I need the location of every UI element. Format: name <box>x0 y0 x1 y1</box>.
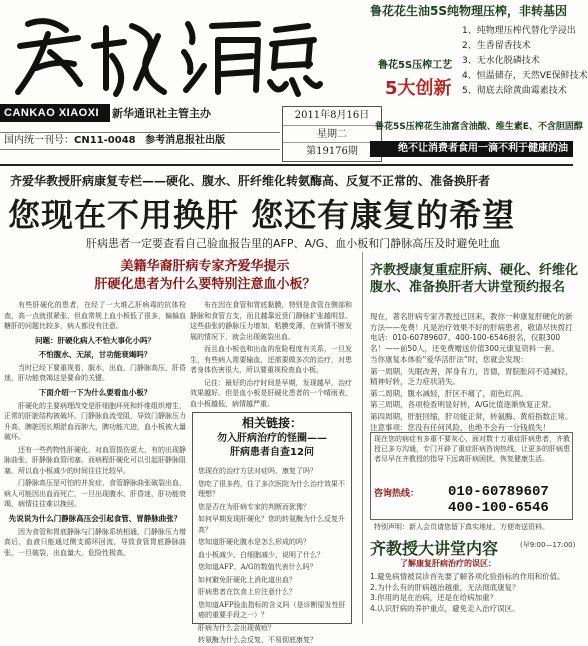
hotline-lead: 现在您的病症有多重不要灰心，面对数十万重症肝病患者，齐教授已多方沟通，专门开辟了重症肝病咨询热线，让更多的肝病患者尽早在齐教授的指导下远离肝病困扰，恢复健康生活。 <box>374 435 570 463</box>
ad-title: 鲁花花生油5S纯物理压榨，非转基因 <box>370 4 567 18</box>
phone-number-2: 400-100-6546 <box>448 500 549 516</box>
ad-band <box>370 141 573 157</box>
paragraph: 第一周期，失眠改善，浑身有力，肯德，胃脘胀闷不适减轻，精神好转，乏力症状消失。 <box>370 366 573 386</box>
issn-label: 国内统一刊号： <box>4 135 74 146</box>
ad-left-label: 鲁花5S压榨工艺 <box>378 60 453 71</box>
printer-name: 参考消息报社出版 <box>145 135 226 146</box>
article-deck: 肝病患者一定要查看自己验血报告里的AFP、A/G、血小板和门静脉高压及时避免吐血 <box>86 237 501 250</box>
paragraph: 记住：最好的治疗时间是早期，发现越早，治疗效果越好。但是血小板是肝硬化患者的一个晴雨表，血小板越低，病情越严重。 <box>190 378 352 408</box>
paragraph: 还有一些药物性肝硬化，对血管损伤更大，有的出现静脉曲张，肝静脉血管闭塞，而病程肝硬化可以引起肝静脉阻塞，所以血小板减少的时间往往比较早。 <box>4 445 186 475</box>
question-heading: 不怕腹水、无尿，甘功能衰竭吗？ <box>38 349 152 359</box>
column-divider <box>362 252 363 624</box>
list-item: 4.认识肝病的养护重点，避免走入治疗误区。 <box>370 603 520 613</box>
article-headline: 您现在不用换肝 您还有康复的希望 <box>8 196 516 234</box>
subhead-line: 美籍华裔肝病专家齐爱华提示 <box>120 259 290 274</box>
related-links-subtitle <box>192 432 352 460</box>
issn-line <box>0 132 280 150</box>
masthead <box>0 0 588 165</box>
ad-list <box>462 24 588 99</box>
masthead-publisher: 新华通讯社主管主办 <box>112 107 211 120</box>
list-item: 血小板减少、白细胞减少，说明了什么？ <box>198 550 324 559</box>
list-item: 您知道肝硬化腹水是怎么形成的吗？ <box>198 538 310 546</box>
newspaper-logo <box>8 6 328 102</box>
paragraph: 而且血小板也和出血的危险程度有关系，一旦发生，有些病人需要输血，还需要做多次的治疗，对患者身体伤害很大，所以要重视检查血小板。 <box>190 345 352 374</box>
hotline-label: 咨询热线： <box>374 489 420 499</box>
article-column-1 <box>4 300 186 624</box>
list-item: 如何避免肝硬化上消化道出血？ <box>198 575 296 584</box>
ad-list-item: 5、彻底去除黄曲霉素技术 <box>462 86 567 96</box>
list-item: 2.为什么有的肝病越治越重，无法彻底康复？ <box>370 582 520 592</box>
list-item: 转氨酶为什么会反复，不易彻底康复？ <box>198 636 317 644</box>
right-column-title <box>370 262 579 296</box>
phone-number-1: 010-60789607 <box>448 484 549 500</box>
paragraph: 第二周期，腹水减轻，肝区不痛了，面色红润。 <box>370 388 528 398</box>
masthead-pinyin: CANKAO XIAOXI <box>0 104 110 122</box>
hotline-note: 特别声明：新人会员请您留下真实地址，方便寄送资料。 <box>374 523 549 531</box>
related-links-list <box>198 466 348 644</box>
related-links-title: 相关链接： <box>241 416 302 430</box>
paragraph: 因为食管和胃底静脉与门静脉系统相通，门静脉压力增高后，血液只能通过侧支循环回流，导致食管胃底静脉曲张，一旦破裂，出血量大，危险性极高。 <box>4 527 186 557</box>
list-item: 如何早期发现肝硬化？您的转氨酶为什么反复升高？ <box>198 515 345 534</box>
list-item: 您知道AFP、A/G的数值代表什么吗？ <box>198 563 317 571</box>
article-kicker: 齐爱华教授肝病康复专栏——硬化、腹水、肝纤维化转氨酶高、反复不正常的、准备换肝者 <box>10 174 491 188</box>
list-item: 您吃了很多药，住了多次医院为什么治疗效果不理想？ <box>198 479 345 498</box>
title-line: 齐教授康复重症肝病、硬化、纤维化 <box>370 263 579 278</box>
article-column-2 <box>190 300 352 410</box>
subhead-line: 肝硬化患者为什么要特别注意血小板？ <box>94 277 316 292</box>
calligraphy-logo-icon <box>8 6 328 102</box>
list-item: 1.避免病情被误诊首先要了解各项化验指标的作用和价值。 <box>370 572 565 581</box>
question-heading: 问题：肝硬化病人不怕大事化小吗？ <box>35 335 155 345</box>
issue-weekday: 星期二 <box>283 125 381 143</box>
article-subhead <box>70 258 340 294</box>
paragraph: 注意事项：您没有任何风险，也绝不会有一分钱损失！ <box>370 423 550 432</box>
list-item: 您现在的治疗方法对症吗，康复了吗？ <box>198 467 317 475</box>
list-item: 3.你用的是在治病，还是在给病加重？ <box>370 593 498 602</box>
ad-list-item: 3、无水化脱磷技术 <box>462 56 540 66</box>
paragraph: 肝硬化的主要病理改变是肝细胞坏死和纤维组织增生，正常的肝脏结构被破坏，门静脉血流受阻，导致门静脉压力升高，脾脏因长期淤血而肿大，脾功能亢进，血小板被大量破坏。 <box>4 401 186 441</box>
ad-list-item: 4、恒温储存，天然VE保鲜技术 <box>462 71 588 81</box>
right-column-body <box>370 312 573 430</box>
ad-list-item: 1、纯物理压榨代替化学浸出 <box>462 26 576 36</box>
paragraph: 布在因在食管和胃底黏膜，特别是食管在侧部和静脉和食管方支，而且越靠近贲门静脉扩张越明显。这些曲张的静脉压力增加，粘膜变薄，在病情不断发展的情况下，就会出现破裂出血。 <box>190 301 352 341</box>
paragraph: 第四周期，肝脏回缩，肝功能正常，转氨酶、黄疸指数正常。 <box>370 411 573 421</box>
lecture-body <box>370 572 573 624</box>
issn-value: CN11-0048 <box>74 135 136 146</box>
date-box <box>282 106 382 162</box>
ad-list-item: 2、生香留香技术 <box>462 41 531 51</box>
ad-big-label: 5大创新 <box>385 78 452 99</box>
paragraph: 有些肝硬化的患者，在经了一大堆乙肝病毒的抗体检查，高一点就很紧张，但血常规上血小板低了很多，偏偏血糖肝的问题比较多，病人都没有注意。 <box>4 301 186 330</box>
ad-band-text: 绝不让消费者食用一滴不利于健康的油 <box>398 143 568 154</box>
paragraph: 门静脉高压是可怕的并发症，食管静脉曲张破裂出血，病人可能因出血而死亡，一旦出现腹水，肝昏迷，肝功能衰竭，病情往往难以挽回。 <box>4 479 186 508</box>
issue-date: 2011年8月16日 <box>294 110 370 121</box>
paragraph: 第三周期，各项检查明显好转，A/G比值逐渐恢复正常。 <box>370 400 556 409</box>
list-item: 您是否在为肝病专家的判断而犹豫？ <box>198 502 310 511</box>
question-heading: 下面介绍一下为什么要看血小板？ <box>38 387 152 397</box>
lecture-time: (早9:00—17:00) <box>520 541 576 549</box>
issue-number: 第19176期 <box>306 146 358 157</box>
lecture-title: 齐教授大讲堂内容 <box>370 539 499 558</box>
question-heading: 先说说为什么门静脉高压会引起食管、胃静脉曲张？ <box>8 513 182 523</box>
masthead-rule <box>0 164 573 166</box>
ad-footer: 鲁花5S压榨花生油富含油酸、维生素E、不含胆固醇 <box>375 122 583 132</box>
list-item: 肝病患者在饮食上应注意什么？ <box>198 588 296 596</box>
paragraph: 当时已经下要重视看，服水，出血，门静脉高压，肝昏迷，肝功能衰竭这是要命的关键。 <box>4 363 186 382</box>
lecture-subtitle: 了解康复肝病治疗的误区： <box>400 559 496 568</box>
title-line: 腹水、准备换肝者大讲堂预约报名 <box>370 280 566 295</box>
paragraph: 当你康复本体验“爱华活肝法”时，您就会发现： <box>370 355 528 364</box>
list-item: 您知道AFP验血指标的含义吗（是诊断原发性肝癌的重要手段之一）？ <box>198 600 346 619</box>
subtitle-line: 勿入肝病治疗的怪圈—— <box>217 433 327 444</box>
paragraph: 现在，著名肝病专家齐教授已回来，教你一种康复肝硬化的新方法——免费！凡是治疗效果不好的肝病患者，敬请尽快拨打电话：010-60789607、400-100-6546报名，仅限300名！——前50人，还免费赠送价值300元康复资料一套。 <box>370 312 573 353</box>
list-item: 肝病为什么会出现黄疸？ <box>198 623 275 632</box>
subtitle-line: 肝病患者自查12问 <box>230 447 314 458</box>
